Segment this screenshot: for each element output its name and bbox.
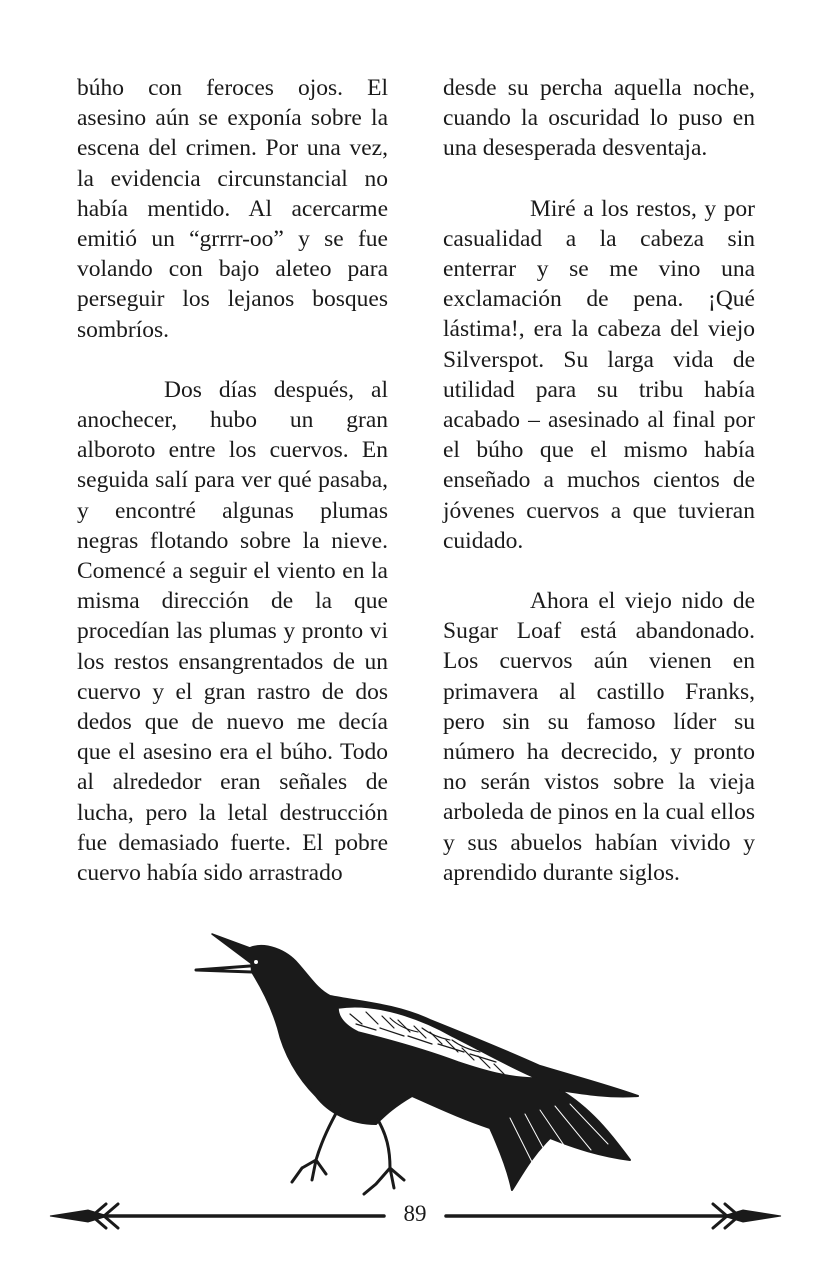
paragraph-4: Miré a los restos, y por casualidad a la cabeza sin enterrar y se me vino una exclamación de pena. ¡Qué lástima!, era la cabeza del viejo Silverspot. Su larga vida de utilidad para su tribu había acabado – asesinado al final por el búho que el mismo había enseñado a muchos cientos de jóvenes cuervos a que tuvieran cuidado. xyxy=(443,195,755,554)
paragraph-1: búho con feroces ojos. El asesino aún se exponía sobre la escena del crimen. Por una vez, la evidencia circunstancial no había mentido. Al acercarme emitió un “grrrr-oo” y se fue volando con bajo aleteo para perseguir los lejanos bosques sombríos. xyxy=(77,75,388,343)
paragraph-3: desde su percha aquella noche, cuando la oscuridad lo puso en una desesperada desventaja. xyxy=(443,75,755,162)
paragraph-2: Dos días después, al anochecer, hubo un gran alboroto entre los cuervos. En seguida salí para ver qué pasaba, y encontré algunas plumas negras flotando sobre la nieve. Comencé a seguir el viento en la misma dirección de la que procedían las plumas y pronto vi los restos ensangrentados de un cuervo y el gran rastro de dos dedos que de nuevo me decía que el asesino era el búho. Todo al alrededor eran señales de lucha, pero la letal destrucción fue demasiado fuerte. El pobre cuervo había sido arrastrado xyxy=(77,376,388,887)
right-text-column xyxy=(443,73,755,918)
crow-illustration xyxy=(190,928,640,1200)
left-text-column xyxy=(77,73,388,918)
paragraph-5: Ahora el viejo nido de Sugar Loaf está abandonado. Los cuervos aún vienen en primavera al castillo Franks, pero sin su famoso líder su número ha decrecido, y pronto no serán vistos sobre la vieja arboleda de pinos en la cual ellos y sus abuelos habían vivido y aprendido durante siglos. xyxy=(443,588,755,886)
page-number: 89 xyxy=(403,1201,427,1226)
